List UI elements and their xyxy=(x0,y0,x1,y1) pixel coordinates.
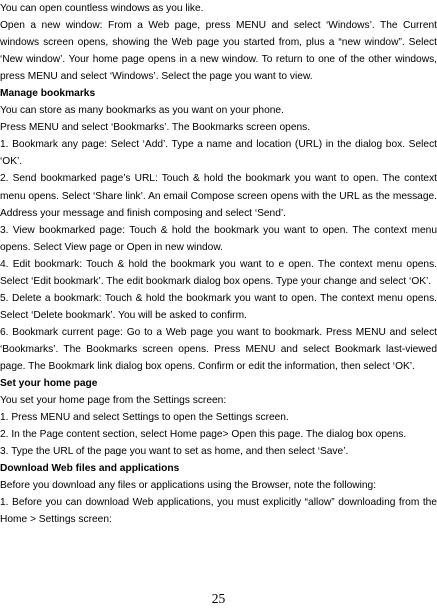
open-windows-paragraph: Open a new window: From a Web page, press MENU and select ‘Windows’. The Current windows screen opens, showing the Web page you started from, plus a “new window”. Select ‘New window’. Your home page opens in a new window. To return to one of the other windows, press MENU and select ‘Windows’. Select the page you want to view. xyxy=(0,20,437,83)
page-number: 25 xyxy=(211,591,226,606)
bookmarks-step-1: 1. Bookmark any page: Select ‘Add’. Type a name and location (URL) in the dialog box. Select ‘OK’. xyxy=(0,139,437,168)
bookmarks-step-4: 4. Edit bookmark: Touch & hold the bookmark you want to e open. The context menu opens. Select ‘Edit bookmark’. The edit bookmark dialog box opens. Type your change and select ‘OK’. xyxy=(0,258,437,287)
manage-bookmarks-heading: Manage bookmarks xyxy=(0,88,96,100)
intro-tail-paragraph: You can open countless windows as you like. xyxy=(0,3,204,14)
home-page-step-3: 3. Type the URL of the page you want to set as home, and then select ‘Save’. xyxy=(0,446,349,458)
home-page-step-2: 2. In the Page content section, select Home page> Open this page. The dialog box opens. xyxy=(0,429,407,441)
bookmarks-step-2: 2. Send bookmarked page’s URL: Touch & hold the bookmark you want to open. The context menu opens. Select ‘Share link’. An email Compose screen opens with the URL as the message. Address your message and finish composing and select ‘Send’. xyxy=(0,173,437,219)
home-page-heading: Set your home page xyxy=(0,378,98,390)
downloads-intro: Before you download any files or applications using the Browser, note the following: xyxy=(0,480,377,492)
bookmarks-step-3: 3. View bookmarked page: Touch & hold the bookmark you want to open. The context menu opens. Select View page or Open in new window. xyxy=(0,224,437,253)
downloads-step-1: 1. Before you can download Web applications, you must explicitly “allow” downloading from the Home > Settings screen: xyxy=(0,497,437,526)
downloads-heading: Download Web files and applications xyxy=(0,463,180,475)
bookmarks-intro-2: Press MENU and select ‘Bookmarks’. The Bookmarks screen opens. xyxy=(0,122,311,134)
bookmarks-intro-1: You can store as many bookmarks as you want on your phone. xyxy=(0,105,284,117)
bookmarks-step-5: 5. Delete a bookmark: Touch & hold the bookmark you want to open. The context menu opens. Select ‘Delete bookmark’. You will be asked to confirm. xyxy=(0,292,437,321)
home-page-intro: You set your home page from the Settings screen: xyxy=(0,395,227,407)
bookmarks-step-6: 6. Bookmark current page: Go to a Web page you want to bookmark. Press MENU and select ‘Bookmarks’. The Bookmarks screen opens. Press MENU and select Bookmark last-viewed page. The Bookmark link dialog box opens. Confirm or edit the information, then select ‘OK’. xyxy=(0,326,437,372)
home-page-step-1: 1. Press MENU and select Settings to open the Settings screen. xyxy=(0,412,289,424)
